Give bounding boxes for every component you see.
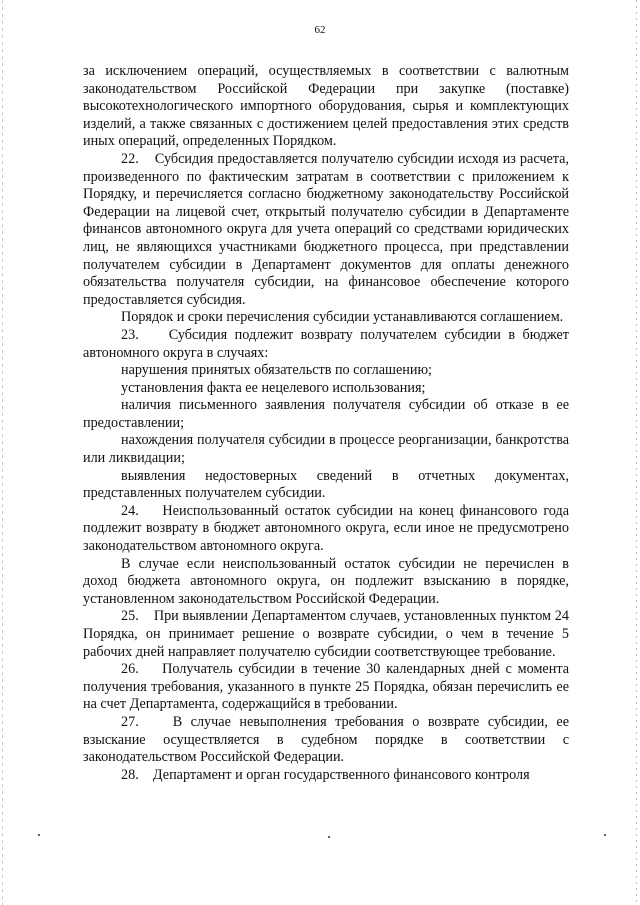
clause-26: 26. Получатель субсидии в течение 30 календарных дней с момента получения требования, указанного в пункте 25 Порядка, обязан перечислить ее на счет Департамента, содержащийся в требовании. <box>83 661 569 713</box>
clause-27: 27. В случае невыполнения требования о возврате субсидии, ее взыскание осуществляется в судебном порядке в соответствии с законодательством Российской Федерации. <box>83 713 569 766</box>
clause-24: 24. Неиспользованный остаток субсидии на конец финансового года подлежит возврату в бюджет автономного округа, если иное не предусмотрено законодательством автономного округа. <box>83 502 569 555</box>
scan-edge-right <box>636 0 637 905</box>
clause-23-case-1: нарушения принятых обязательств по соглашению; <box>121 362 432 379</box>
clause-23-case-3: наличия письменного заявления получателя субсидии об отказе в ее предоставлении; <box>83 397 569 431</box>
clause-28: 28. Департамент и орган государственного финансового контроля <box>121 766 530 783</box>
document-body <box>83 63 569 784</box>
paragraph-continuation: за исключением операций, осуществляемых в соответствии с валютным законодательством Российской Федерации при закупке (поставке) высокотехнологического импортного оборудования, сырья и комплектующих изделий, а также связанных с достижением целей предоставления этих средств иных операций, определенных Порядком. <box>83 63 569 150</box>
clause-24-recovery: В случае если неиспользованный остаток субсидии не перечислен в доход бюджета автономного округа, он подлежит взысканию в порядке, установленном законодательством Российской Федерации. <box>83 555 569 607</box>
clause-23-case-4: нахождения получателя субсидии в процессе реорганизации, банкротства или ликвидации; <box>83 432 569 467</box>
scan-speck <box>328 836 330 838</box>
clause-22: 22. Субсидия предоставляется получателю субсидии исходя из расчета, произведенного по фактическим затратам в соответствии с приложением к Порядку, и перечисляется согласно бюджетному законодательству Российской Федерации на лицевой счет, открытый получателю субсидии в Департаменте финансов автономного округа для учета операций со средствами юридических лиц, не являющихся участниками бюджетного процесса, при представлении получателем субсидии в Департамент документов для оплаты денежного обязательства получателя субсидии, на финансовое обеспечение которого предоставляется субсидия. <box>83 150 569 308</box>
scan-speck <box>604 834 606 836</box>
clause-25: 25. При выявлении Департаментом случаев, установленных пунктом 24 Порядка, он принимает решение о возврате субсидии, о чем в течение 5 рабочих дней направляет получателю субсидии соответствующее требование. <box>83 608 569 660</box>
scan-speck <box>38 834 40 836</box>
clause-23: 23. Субсидия подлежит возврату получателем субсидии в бюджет автономного округа в случаях: <box>83 326 569 361</box>
page-number: 62 <box>314 24 326 36</box>
clause-23-case-2: установления факта ее нецелевого использования; <box>121 379 426 396</box>
clause-22-payment-terms: Порядок и сроки перечисления субсидии устанавливаются соглашением. <box>121 309 564 326</box>
clause-23-case-5: выявления недостоверных сведений в отчетных документах, представленных получателем субсидии. <box>83 467 569 502</box>
scan-edge-left <box>2 0 3 905</box>
